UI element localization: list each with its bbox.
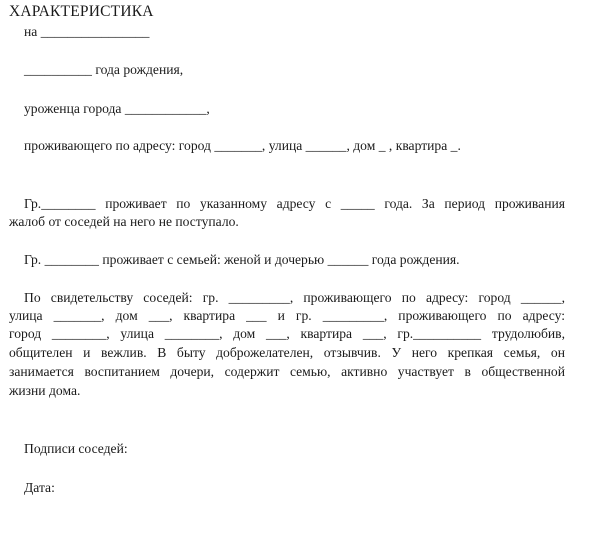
- birth-year-line: __________ года рождения,: [24, 62, 184, 77]
- paragraph-1-line-2: жалоб от соседей на него не поступало.: [9, 214, 239, 229]
- recipient-line: на ________________: [24, 24, 150, 39]
- paragraph-3-line-3: город ________, улица ________, дом ___, квартира ___, гр.__________ трудолюбив,: [9, 326, 565, 341]
- paragraph-3-line-5: занимается воспитанием дочери, содержит семью, активно участвует в общественной: [9, 364, 565, 379]
- paragraph-3-line-6: жизни дома.: [9, 383, 81, 398]
- native-city-line: уроженца города ____________,: [24, 101, 210, 116]
- paragraph-2: Гр. ________ проживает с семьей: женой и дочерью ______ года рождения.: [24, 252, 460, 267]
- paragraph-3-line-1: По свидетельству соседей: гр. _________, проживающего по адресу: город ______,: [24, 290, 565, 305]
- document-title: ХАРАКТЕРИСТИКА: [9, 3, 154, 20]
- date-label: Дата:: [24, 480, 55, 495]
- paragraph-1-line-1: Гр.________ проживает по указанному адресу с _____ года. За период проживания: [24, 196, 565, 211]
- paragraph-3-line-4: общителен и вежлив. В быту доброжелателен, отзывчив. У него крепкая семья, он: [9, 345, 565, 360]
- paragraph-3-line-2: улица _______, дом ___, квартира ___ и гр. _________, проживающего по адресу:: [9, 308, 565, 323]
- signatures-label: Подписи соседей:: [24, 441, 128, 456]
- address-line: проживающего по адресу: город _______, улица ______, дом _ , квартира _.: [24, 138, 461, 153]
